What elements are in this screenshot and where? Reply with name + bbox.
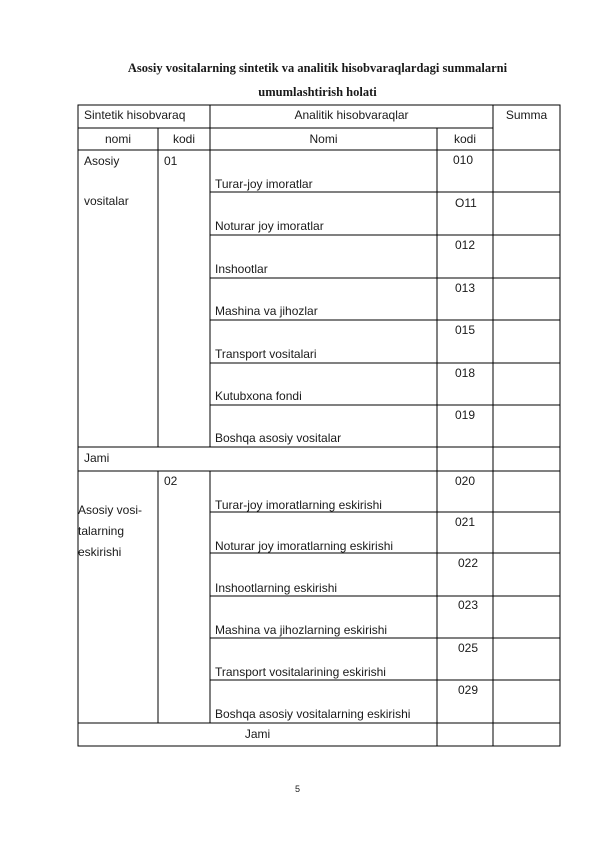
- section2-row-code: 023: [458, 598, 479, 612]
- section2-row-code: 020: [455, 474, 476, 488]
- section1-row-code: 015: [455, 323, 476, 337]
- section2-row-name: Turar-joy imoratlarning eskirishi: [215, 498, 382, 512]
- document-title: [90, 56, 545, 104]
- section1-row-name: Kutubxona fondi: [215, 389, 302, 403]
- section2-row-code: 021: [455, 515, 476, 529]
- section1-row-code: 018: [455, 366, 476, 380]
- section1-code: 01: [164, 154, 178, 168]
- section1-row-name: Boshqa asosiy vositalar: [215, 431, 342, 445]
- section1-row-code: 019: [455, 408, 476, 422]
- section2-row-code: 029: [458, 683, 479, 697]
- section2-total: Jami: [244, 727, 271, 741]
- section2-name: [78, 500, 158, 559]
- title-line-2: umumlashtirish holati: [258, 85, 377, 99]
- header-Nomi: Nomi: [309, 132, 338, 146]
- header-kodi: kodi: [172, 132, 195, 146]
- section1-row-name: Inshootlar: [215, 262, 268, 276]
- section1-row-name: Noturar joy imoratlar: [215, 219, 324, 233]
- section2-name-line1: Asosiy vosi-: [78, 503, 143, 517]
- header-summa: Summa: [505, 108, 548, 122]
- section2-row-name: Mashina va jihozlarning eskirishi: [215, 623, 388, 637]
- section1-name-line1: Asosiy: [84, 154, 120, 168]
- header-sintetik: Sintetik hisobvaraq: [84, 108, 186, 122]
- section1-row-code: 012: [455, 238, 476, 252]
- section2-row-name: Boshqa asosiy vositalarning eskirishi: [215, 707, 411, 721]
- section2-row-name: Inshootlarning eskirishi: [215, 581, 338, 595]
- section2-name-line2: talarning: [78, 524, 125, 538]
- header-analitik: Analitik hisobvaraqlar: [294, 108, 409, 122]
- section2-row-code: 022: [458, 556, 479, 570]
- section1-row-code: 013: [455, 281, 476, 295]
- section2-name-line3: eskirishi: [78, 545, 122, 559]
- section1-row-code: O11: [455, 196, 477, 210]
- section2-row-code: 025: [458, 641, 479, 655]
- section2-row-name: Noturar joy imoratlarning eskirishi: [215, 539, 394, 553]
- header-kodi-analitik: kodi: [453, 132, 476, 146]
- title-line-1: Asosiy vositalarning sintetik va analitik hisobvaraqlardagi summalarni: [127, 61, 508, 75]
- section2-row-name: Transport vositalarining eskirishi: [215, 665, 386, 679]
- section1-row-name: Mashina va jihozlar: [215, 304, 318, 318]
- section2-code: 02: [164, 474, 178, 488]
- header-nomi: nomi: [104, 132, 131, 146]
- section1-row-code: 010: [453, 153, 474, 167]
- section1-name-line2: vositalar: [84, 194, 129, 208]
- page-number: 5: [294, 784, 300, 794]
- section1-row-name: Transport vositalari: [215, 347, 317, 361]
- section1-row-name: Turar-joy imoratlar: [215, 177, 313, 191]
- section1-total: Jami: [84, 451, 110, 465]
